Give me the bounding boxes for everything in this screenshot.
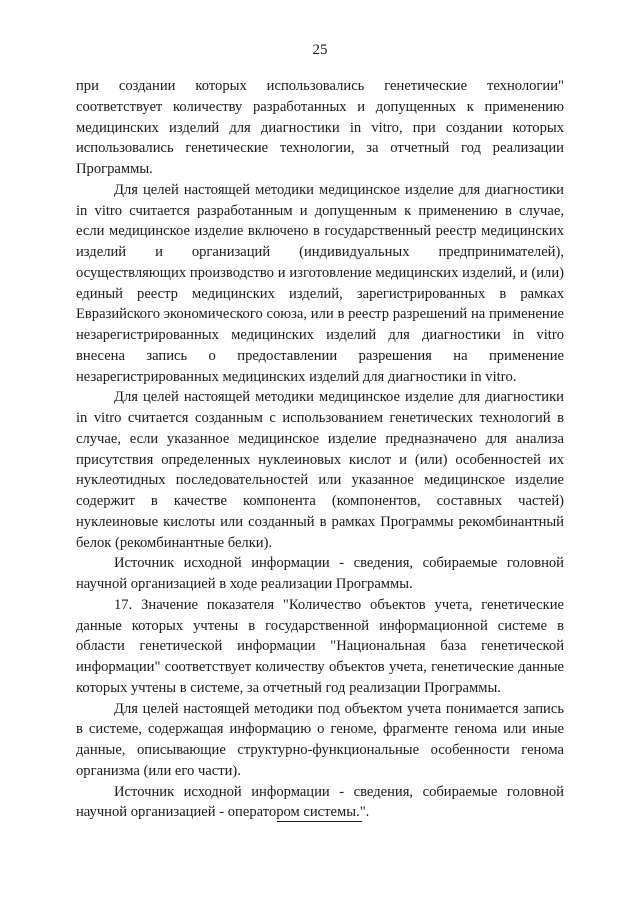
- page-number: 25: [312, 42, 328, 58]
- paragraph-definition-genetic: Для целей настоящей методики медицинское изделие для диагностики in vitro считается созданным с использованием генетических технологий в случае, если указанное медицинское изделие предназначено для анализа присутствия определенных нуклеиновых кислот и (или) особенностей их нуклеотидных последовательностей или указанное медицинское изделие содержит в качестве компонента (компонентов, составных частей) нуклеиновые кислоты или созданный в рамках Программы рекомбинантный белок (рекомбинантные белки).: [76, 389, 564, 551]
- paragraph-source-1: Источник исходной информации - сведения, собираемые головной научной организацией в ходе реализации Программы.: [76, 555, 564, 592]
- paragraph-source-2: Источник исходной информации - сведения, собираемые головной научной организацией - оператором системы.".: [76, 783, 564, 821]
- paragraph-indicator-17: 17. Значение показателя "Количество объектов учета, генетические данные которых учтены в государственной информационной системе в области генетической информации "Национальная база генетической информации" соответствует количеству объектов учета, генетические данные которых учтены в системе, за отчетный год реализации Программы.: [76, 596, 564, 696]
- paragraph-definition-developed: Для целей настоящей методики медицинское изделие для диагностики in vitro считается разработанным и допущенным к применению в случае, если медицинское изделие включено в государственный реестр медицинских изделий и организаций (индивидуальных предпринимателей), осуществляющих производство и изготовление медицинских изделий, и (или) единый реестр медицинских изделий, зарегистрированных в рамках Евразийского экономического союза, или в реестр разрешений на применение незарегистрированных медицинских изделий для диагностики in vitro внесена запись о предоставлении разрешения на применение незарегистрированных медицинских изделий для диагностики in vitro.: [76, 181, 564, 385]
- paragraph-definition-object: Для целей настоящей методики под объектом учета понимается запись в системе, содержащая информацию о геноме, фрагменте генома или иные данные, описывающие структурно-функциональные особенности генома организма (или его части).: [76, 700, 564, 779]
- document-body: [76, 76, 564, 823]
- paragraph-continuation: при создании которых использовались генетические технологии" соответствует количеству разработанных и допущенных к применению медицинских изделий для диагностики in vitro, при создании которых использовались генетические технологии, за отчетный год реализации Программы.: [76, 78, 564, 177]
- closing-rule: [277, 821, 362, 822]
